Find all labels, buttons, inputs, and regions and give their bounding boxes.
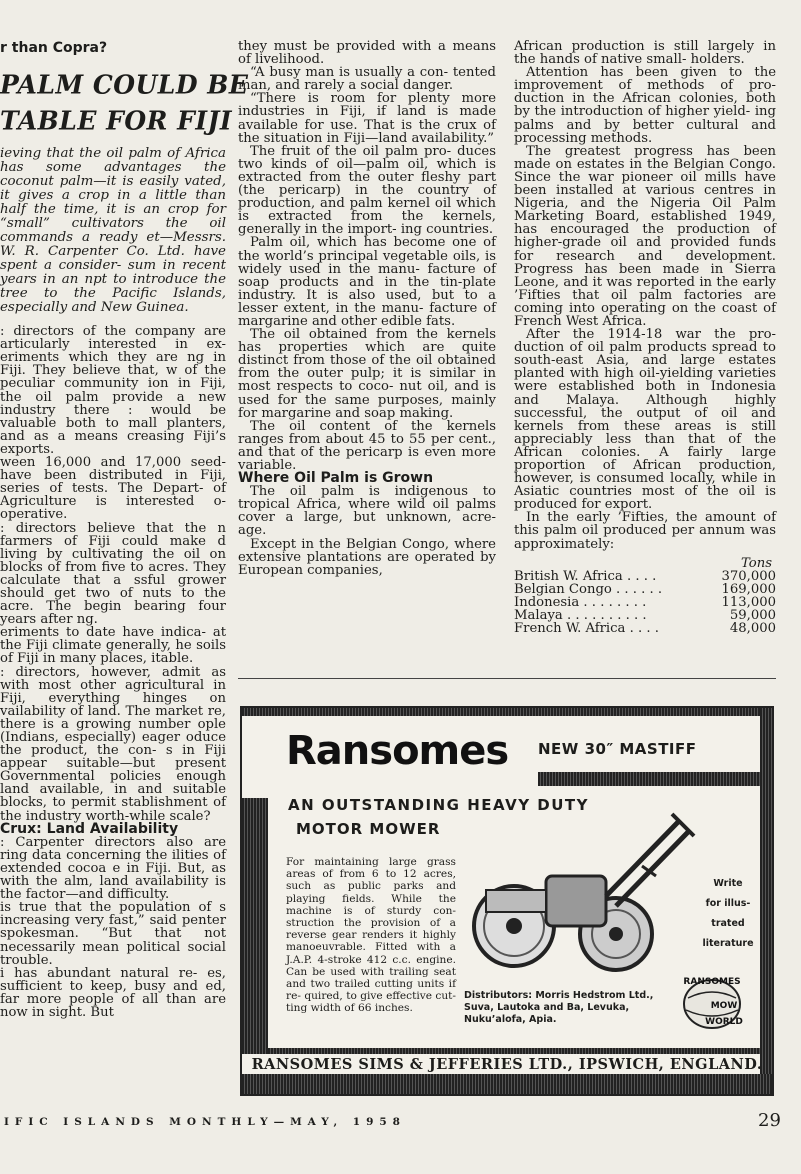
article-column-1: [0, 40, 249, 1020]
headline-line-2: TABLE FOR FIJI: [0, 105, 233, 136]
body-paragraph: is true that the population of s increasing very fast,” said penter spokesman. “But that not necessarily mean political social trouble.: [0, 900, 226, 968]
article-standfirst: ieving that the oil palm of Africa has some advantages the coconut palm—it is easily vated, it gives a crop in a little than half the time, it is an crop for “small” cultivators the oil commands a ready et—Messrs. W. R. Carpenter Co. Ltd. have spent a consider- sum in recent years in an npt to introduce the tree to the Pacific Islands, especially and New Guinea.: [0, 146, 226, 316]
body-paragraph: Except in the Belgian Congo, where extensive plantations are operated by European companies,: [238, 536, 496, 578]
body-paragraph: “There is room for plenty more industries in Fiji, if land is made available for use. That is the crux of the situation in Fiji—land availability.”: [238, 91, 496, 146]
body-paragraph: African production is still largely in the hands of native small- holders.: [514, 39, 776, 68]
body-paragraph: i has abundant natural re- es, sufficient to keep, busy and ed, far more people of all than are now in sight. But: [0, 965, 226, 1020]
ad-heading-band: [538, 772, 760, 786]
body-paragraph: “A busy man is usually a con- tented man, and rarely a social danger.: [238, 65, 496, 94]
body-paragraph: : directors of the company are articularly interested in ex- eriments which they are ng in Fiji. They believe that, w of the peculiar community ion in Fiji, the oil palm provide a new industry there : would be valuable both to mall planters, and as a means creasing Fiji’s exports.: [0, 324, 226, 457]
ransomes-globe-logo: [672, 970, 752, 1030]
ad-distributors: Distributors: Morris Hedstrom Ltd., Suva, Lautoka and Ba, Levuka, Nuku’alofa, Apia.: [464, 990, 654, 1025]
tons-cell: 59,000: [729, 608, 776, 624]
body-paragraph: ween 16,000 and 17,000 seed- have been distributed in Fiji, series of tests. The Depart- of Agriculture is interested o-operative.: [0, 455, 226, 523]
table-row: [514, 570, 776, 583]
ad-bottom-band: [242, 1074, 772, 1094]
ad-company-address: RANSOMES SIMS & JEFFERIES LTD., IPSWICH, ENGLAND.: [251, 1056, 763, 1073]
country-cell: French W. Africa . . . .: [514, 621, 659, 637]
logo-bottom-text: WORLD: [705, 1017, 743, 1027]
ad-write-for-literature: Write for illus- trated literature: [702, 878, 754, 949]
body-paragraph: The greatest progress has been made on estates in the Belgian Congo. Since the war pioneer oil mills have been installed at various centres in Nigeria, and the Nigeria Oil Palm Marketing Board, established 1949, has encouraged the production of higher-grade oil and provided funds for research and development. Progress has been made in Sierra Leone, and it was reported in the early ’Fifties that oil palm factories are coming into operating on the coast of French West Africa.: [514, 143, 776, 329]
subhead-where-grown: Where Oil Palm is Grown: [238, 470, 434, 487]
body-paragraph: Attention has been given to the improvement of methods of pro- duction in the African colonies, both by the introduction of higher yield- ing palms and by better cultural and processing methods.: [514, 65, 776, 146]
ad-tagline-1: AN OUTSTANDING HEAVY DUTY: [288, 796, 590, 814]
table-row: [514, 622, 776, 635]
logo-top-text: RANSOMES: [683, 977, 741, 987]
ad-description: For maintaining large grass areas of from 6 to 12 acres, such as public parks and playing fields. While the machine is of sturdy con- struction the provision of a reverse gear renders it highly manoeuvrable. Fitted with a J.A.P. 4-stroke 412 c.c. engine. Can be used with trailing seat and two trailed cutting units if re- quired, to give effective cut- ting width of 66 inches.: [286, 856, 456, 1015]
ad-right-band: [760, 708, 772, 1094]
ad-model-name: NEW 30″ MASTIFF: [538, 740, 697, 758]
body-paragraph: In the early ’Fifties, the amount of this palm oil produced per annum was approximately:: [514, 510, 776, 552]
body-paragraph: The oil content of the kernels ranges from about 45 to 55 per cent., and that of the pericarp is even more variable.: [238, 418, 496, 473]
body-paragraph: The oil obtained from the kernels has properties which are quite distinct from those of the oil obtained from the outer pulp; it is similar in most respects to coco- nut oil, and is used for the same purposes, mainly for margarine and soap making.: [238, 327, 496, 421]
production-table-header: Tons: [741, 555, 772, 571]
body-paragraph: eriments to date have indica- at the Fiji climate generally, he soils of Fiji in many places, itable.: [0, 625, 226, 667]
tons-cell: 370,000: [721, 568, 776, 584]
page-number: 29: [758, 1110, 781, 1131]
ad-tagline-2: MOTOR MOWER: [296, 820, 441, 838]
column-divider-rule: [238, 678, 776, 679]
ransomes-advertisement: [240, 706, 774, 1096]
subhead-land-availability: Crux: Land Availability: [0, 820, 179, 837]
article-kicker: r than Copra?: [0, 40, 108, 56]
body-paragraph: : Carpenter directors also are ring data concerning the ilities of extended cocoa e in Fiji. But, as with the alm, land availability is the factor—and difficulty.: [0, 834, 226, 903]
tons-cell: 169,000: [721, 581, 776, 597]
body-paragraph: Palm oil, which has become one of the world’s principal vegetable oils, is widely used in the manu- facture of soap products and in the tin-plate industry. It is also used, but to a lesser extent, in the manu- facture of margarine and other edible fats.: [238, 235, 496, 329]
table-row: [514, 583, 776, 596]
body-paragraph: : directors believe that the n farmers of Fiji could make d living by cultivating the oil on blocks of from five to acres. They calculate that a ssful grower should get two of nuts to the acre. The begin bearing four years after ng.: [0, 520, 226, 628]
production-table: [514, 557, 776, 636]
running-title: IFIC ISLANDS MONTHLY—MAY, 1958: [4, 1116, 406, 1128]
ad-brand-name: Ransomes: [286, 728, 509, 774]
article-column-3: [514, 40, 776, 635]
tons-cell: 48,000: [729, 621, 776, 637]
body-paragraph: they must be provided with a means of livelihood.: [238, 39, 496, 68]
article-column-2: [238, 40, 496, 577]
ad-top-band: [242, 708, 772, 716]
body-paragraph: The oil palm is indigenous to tropical Africa, where wild oil palms cover a large, but unknown, acre- age.: [238, 484, 496, 539]
body-paragraph: After the 1914-18 war the pro- duction of oil palm products spread to south-east Asia, and large estates planted with high oil-yielding varieties were established both in Indonesia and Malaya. Although highly successful, the output of oil and kernels from these areas is still appreciably less than that of the African colonies. A fairly large proportion of African production, however, is consumed locally, while in Asiatic countries most of the oil is produced for export.: [514, 327, 776, 513]
body-paragraph: : directors, however, admit as with most other agricultural in Fiji, everything hinges on vailability of land. The market re, there is a growing number ople (Indians, especially) eager oduce the product, the con- s in Fiji appear suitable—but present Governmental policies enough land available, in and suitable blocks, to permit stablishment of the industry worth-while scale?: [0, 664, 226, 824]
tons-cell: 113,000: [721, 594, 776, 610]
ad-left-band: [242, 798, 268, 1054]
country-cell: Malaya . . . . . . . . . .: [514, 608, 647, 624]
country-cell: British W. Africa . . . .: [514, 568, 657, 584]
country-cell: Indonesia . . . . . . . .: [514, 594, 647, 610]
country-cell: Belgian Congo . . . . . .: [514, 581, 663, 597]
motor-mower-illustration: [466, 806, 696, 996]
logo-mid-text: MOW: [710, 1001, 738, 1011]
headline-line-1: PALM COULD BE: [0, 69, 249, 100]
body-paragraph: The fruit of the oil palm pro- duces two kinds of oil—palm oil, which is extracted from the outer fleshy part (the pericarp) in the country of production, and palm kernel oil which is extracted from the kernels, generally in the import- ing countries.: [238, 143, 496, 238]
ad-footer-rule: [268, 1048, 760, 1054]
